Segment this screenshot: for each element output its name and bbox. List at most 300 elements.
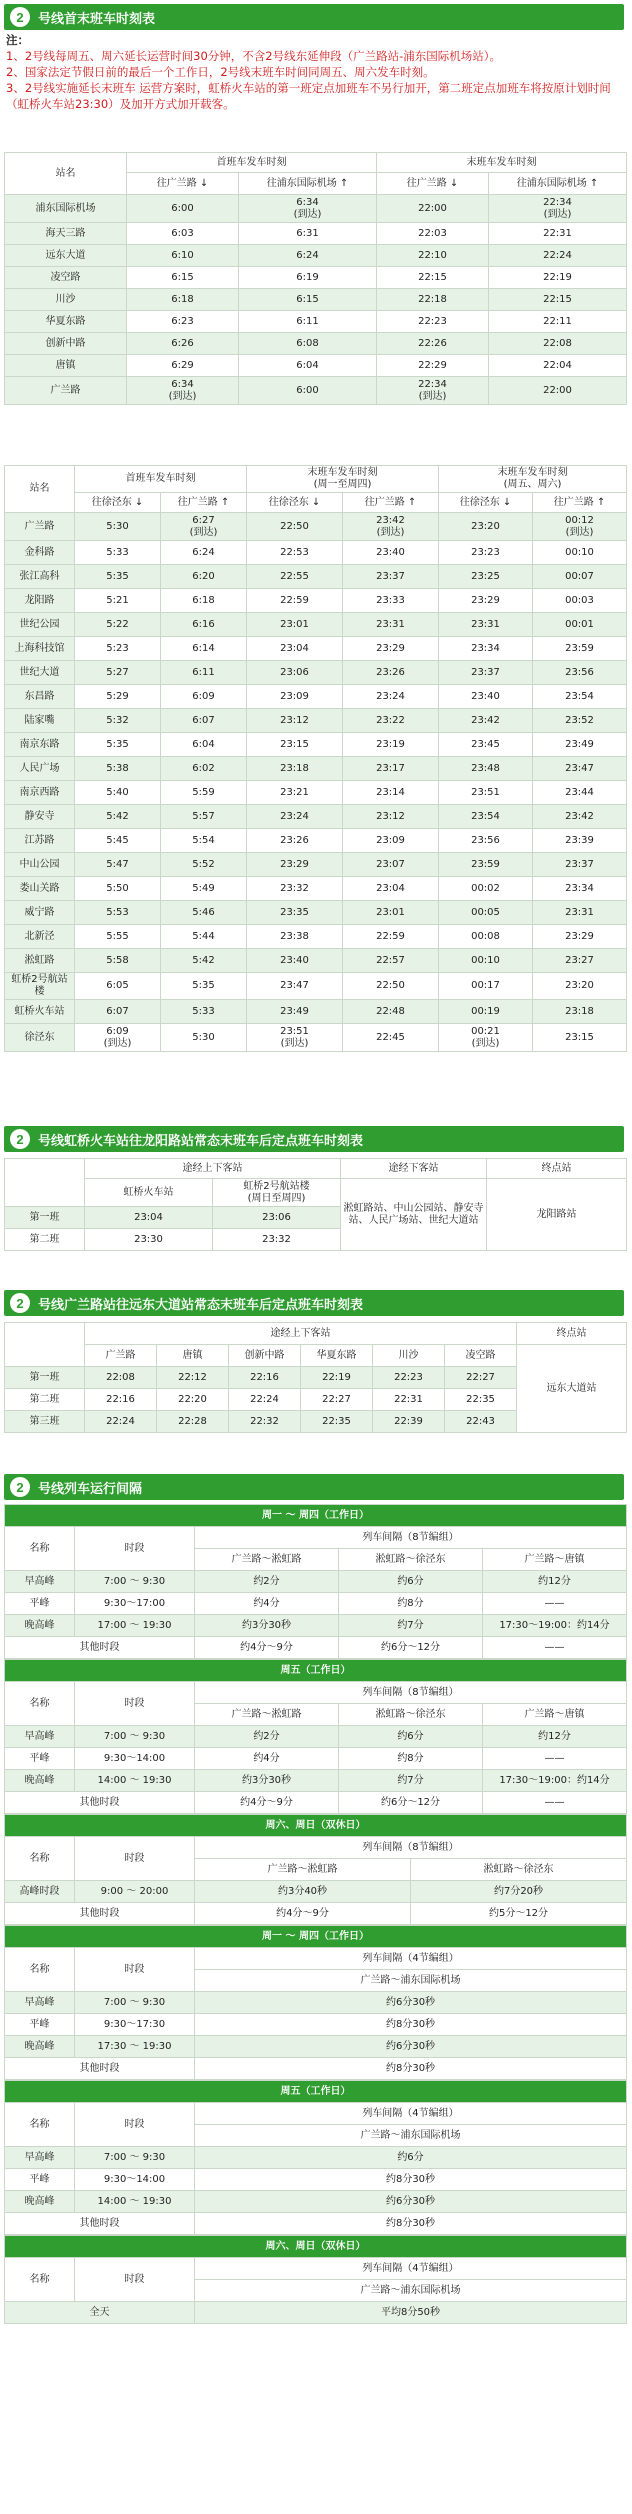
station-chuansha: 川沙 xyxy=(373,1345,445,1367)
time-cell: 23:04 xyxy=(343,877,439,901)
terminal-header: 终点站 xyxy=(487,1159,627,1179)
first-train-header: 首班车发车时刻 xyxy=(127,153,377,173)
time-cell: 6:04 xyxy=(239,355,377,377)
direction-guanglan-road: 往广兰路 ↑ xyxy=(343,493,439,513)
period-name: 晚高峰 xyxy=(5,1615,75,1637)
time-cell: 22:19 xyxy=(301,1367,373,1389)
segment-header: 广兰路～淞虹路 xyxy=(195,1549,339,1571)
station-name: 凌空路 xyxy=(5,267,127,289)
time-cell: 23:09 xyxy=(343,829,439,853)
table-row xyxy=(5,2036,627,2058)
time-cell: 23:12 xyxy=(343,805,439,829)
time-cell: 22:11 xyxy=(489,311,627,333)
table-row xyxy=(5,289,627,311)
time-cell: 6:04 xyxy=(161,733,247,757)
period-name: 其他时段 xyxy=(5,1637,195,1659)
last-train-header-mon-thu: 末班车发车时刻 (周一至周四) xyxy=(247,466,439,493)
time-cell: 5:47 xyxy=(75,853,161,877)
interval-cell: 约6分 xyxy=(339,1726,483,1748)
time-cell: 5:29 xyxy=(75,685,161,709)
time-cell: 5:50 xyxy=(75,877,161,901)
time-cell: 6:08 xyxy=(239,333,377,355)
time-cell: 5:53 xyxy=(75,901,161,925)
direction-guanglan-road: 往广兰路 ↑ xyxy=(533,493,627,513)
time-header: 时段 xyxy=(75,2103,195,2147)
time-cell: 22:32 xyxy=(229,1411,301,1433)
interval-cell: —— xyxy=(483,1792,627,1814)
interval-cell: 平均8分50秒 xyxy=(195,2302,627,2324)
table-row xyxy=(5,1637,627,1659)
time-cell: 23:42 (到达) xyxy=(343,513,439,541)
time-cell: 22:15 xyxy=(377,267,489,289)
station-name: 浦东国际机场 xyxy=(5,195,127,223)
station-hongqiao-t2: 虹桥2号航站楼 (周日至周四) xyxy=(213,1179,341,1207)
headway-table-b4 xyxy=(4,1925,627,2080)
time-cell: 6:18 xyxy=(161,589,247,613)
segment-header: 广兰路～淞虹路 xyxy=(195,1859,411,1881)
table-row xyxy=(5,1748,627,1770)
table-row xyxy=(5,377,627,405)
time-cell: 6:24 xyxy=(239,245,377,267)
group-header-row xyxy=(5,2103,627,2125)
time-cell: 23:54 xyxy=(533,685,627,709)
table-row xyxy=(5,513,627,541)
time-header: 时段 xyxy=(75,2258,195,2302)
table-row xyxy=(5,2302,627,2324)
table-row xyxy=(5,1571,627,1593)
time-cell: 5:33 xyxy=(75,541,161,565)
time-cell: 23:18 xyxy=(533,1000,627,1024)
pass-station-header: 途经上下客站 xyxy=(85,1323,517,1345)
time-cell: 5:55 xyxy=(75,925,161,949)
period-name: 晚高峰 xyxy=(5,2191,75,2213)
time-cell: 5:52 xyxy=(161,853,247,877)
time-cell: 6:27 (到达) xyxy=(161,513,247,541)
time-header: 时段 xyxy=(75,1837,195,1881)
time-cell: 23:24 xyxy=(247,805,343,829)
period-name: 平峰 xyxy=(5,1748,75,1770)
name-header: 名称 xyxy=(5,1682,75,1726)
time-cell: 22:26 xyxy=(377,333,489,355)
interval-cell: —— xyxy=(483,1593,627,1615)
time-cell: 23:38 xyxy=(247,925,343,949)
table-row xyxy=(5,245,627,267)
table-row xyxy=(5,195,627,223)
interval-cell: —— xyxy=(483,1637,627,1659)
section-header-hongqiao-shuttle xyxy=(4,1126,624,1152)
station-name: 世纪公园 xyxy=(5,613,75,637)
period-name: 早高峰 xyxy=(5,1992,75,2014)
time-cell: 22:45 xyxy=(343,1024,439,1052)
time-cell: 6:34 (到达) xyxy=(239,195,377,223)
time-cell: 23:32 xyxy=(247,877,343,901)
time-cell: 22:16 xyxy=(229,1367,301,1389)
time-cell: 23:06 xyxy=(247,661,343,685)
section-title: 号线广兰路站往远东大道站常态末班车后定点班车时刻表 xyxy=(38,1297,364,1313)
time-cell: 6:31 xyxy=(239,223,377,245)
time-cell: 23:48 xyxy=(439,757,533,781)
station-name: 淞虹路 xyxy=(5,949,75,973)
note-2: 2、国家法定节假日前的最后一个工作日，2号线末班车时间同周五、周六发车时刻。 xyxy=(6,65,435,79)
terminal-station: 远东大道站 xyxy=(517,1345,627,1433)
table-row xyxy=(5,355,627,377)
station-guanglan: 广兰路 xyxy=(85,1345,157,1367)
station-chuangxin-middle: 创新中路 xyxy=(229,1345,301,1367)
table-row xyxy=(5,901,627,925)
time-header: 时段 xyxy=(75,1948,195,1992)
period-header-row xyxy=(5,2081,627,2103)
time-cell: 6:19 xyxy=(239,267,377,289)
time-header: 时段 xyxy=(75,1527,195,1571)
time-cell: 22:27 xyxy=(301,1389,373,1411)
time-cell: 23:56 xyxy=(439,829,533,853)
period-header-row xyxy=(5,1926,627,1948)
table-row xyxy=(5,1770,627,1792)
time-cell: 5:35 xyxy=(75,733,161,757)
time-cell: 22:18 xyxy=(377,289,489,311)
table-row xyxy=(5,829,627,853)
segment-header: 广兰路～浦东国际机场 xyxy=(195,2280,627,2302)
time-cell: 6:07 xyxy=(75,1000,161,1024)
interval-cell: 约6分30秒 xyxy=(195,2036,627,2058)
table-airport-branch xyxy=(4,152,627,405)
time-cell: 5:49 xyxy=(161,877,247,901)
time-cell: 00:05 xyxy=(439,901,533,925)
time-cell: 22:08 xyxy=(489,333,627,355)
time-range: 9:30～17:00 xyxy=(75,1593,195,1615)
trip-label: 第二班 xyxy=(5,1389,85,1411)
name-header: 名称 xyxy=(5,2258,75,2302)
period-name: 其他时段 xyxy=(5,2213,195,2235)
time-cell: 22:20 xyxy=(157,1389,229,1411)
station-name: 世纪大道 xyxy=(5,661,75,685)
time-range: 9:30～14:00 xyxy=(75,1748,195,1770)
time-cell: 23:37 xyxy=(343,565,439,589)
time-cell: 22:35 xyxy=(301,1411,373,1433)
time-cell: 6:10 xyxy=(127,245,239,267)
period-name: 其他时段 xyxy=(5,1903,195,1925)
station-name: 广兰路 xyxy=(5,377,127,405)
time-cell: 22:55 xyxy=(247,565,343,589)
table-row xyxy=(5,1903,627,1925)
station-name: 北新泾 xyxy=(5,925,75,949)
period-header-row xyxy=(5,2236,627,2258)
station-name: 虹桥火车站 xyxy=(5,1000,75,1024)
time-cell: 6:14 xyxy=(161,637,247,661)
station-name: 张江高科 xyxy=(5,565,75,589)
station-name: 江苏路 xyxy=(5,829,75,853)
time-cell: 23:34 xyxy=(439,637,533,661)
time-cell: 22:35 xyxy=(445,1389,517,1411)
table-row xyxy=(5,925,627,949)
time-range: 9:30～17:30 xyxy=(75,2014,195,2036)
time-cell: 23:15 xyxy=(533,1024,627,1052)
interval-group-header: 列车间隔（4节编组） xyxy=(195,2258,627,2280)
time-cell: 22:53 xyxy=(247,541,343,565)
interval-cell: —— xyxy=(483,1748,627,1770)
table-row xyxy=(5,1615,627,1637)
station-name: 海天三路 xyxy=(5,223,127,245)
time-cell: 5:23 xyxy=(75,637,161,661)
time-cell: 23:04 xyxy=(85,1207,213,1229)
time-cell: 23:56 xyxy=(533,661,627,685)
table-row xyxy=(5,565,627,589)
interval-cell: 约5分～12分 xyxy=(411,1903,627,1925)
interval-cell: 约3分30秒 xyxy=(195,1770,339,1792)
direction-guanglan-road: 往广兰路 ↓ xyxy=(127,173,239,195)
station-name: 东昌路 xyxy=(5,685,75,709)
time-cell: 22:04 xyxy=(489,355,627,377)
section-header-guanglan-shuttle xyxy=(4,1290,624,1316)
group-header-row xyxy=(5,1682,627,1704)
time-cell: 00:08 xyxy=(439,925,533,949)
time-cell: 23:49 xyxy=(533,733,627,757)
time-range: 7:00 ～ 9:30 xyxy=(75,1571,195,1593)
group-header-row xyxy=(5,1527,627,1549)
time-cell: 5:33 xyxy=(161,1000,247,1024)
time-cell: 00:21 (到达) xyxy=(439,1024,533,1052)
group-header-row xyxy=(5,2258,627,2280)
time-cell: 6:15 xyxy=(127,267,239,289)
time-cell: 22:50 xyxy=(343,973,439,1000)
period-name: 平峰 xyxy=(5,2014,75,2036)
corner-cell xyxy=(5,1159,85,1207)
time-cell: 22:43 xyxy=(445,1411,517,1433)
period-title: 周一 ～ 周四（工作日） xyxy=(5,1926,627,1948)
period-name: 早高峰 xyxy=(5,1726,75,1748)
time-cell: 5:35 xyxy=(75,565,161,589)
last-train-header-fri-sat: 末班车发车时刻 (周五、周六) xyxy=(439,466,627,493)
section-title: 号线列车运行间隔 xyxy=(38,1481,143,1497)
time-cell: 5:45 xyxy=(75,829,161,853)
table-row xyxy=(5,1992,627,2014)
pass-station-header: 途经上下客站 xyxy=(85,1159,341,1179)
time-cell: 23:18 xyxy=(247,757,343,781)
section-title: 号线首末班车时刻表 xyxy=(38,11,156,27)
time-cell: 23:42 xyxy=(533,805,627,829)
interval-cell: 约8分 xyxy=(339,1593,483,1615)
interval-cell: 约2分 xyxy=(195,1571,339,1593)
interval-cell: 17:30～19:00：约14分 xyxy=(483,1615,627,1637)
time-cell: 5:40 xyxy=(75,781,161,805)
line-number-badge: 2 xyxy=(10,1477,30,1497)
period-name: 高峰时段 xyxy=(5,1881,75,1903)
time-cell: 23:30 xyxy=(85,1229,213,1251)
interval-cell: 约7分 xyxy=(339,1770,483,1792)
station-name: 虹桥2号航站楼 xyxy=(5,973,75,1000)
segment-header: 广兰路～浦东国际机场 xyxy=(195,1970,627,1992)
table-row xyxy=(5,949,627,973)
period-name: 全天 xyxy=(5,2302,195,2324)
table-main-line xyxy=(4,465,627,1052)
time-cell: 23:44 xyxy=(533,781,627,805)
time-cell: 6:18 xyxy=(127,289,239,311)
time-cell: 22:59 xyxy=(247,589,343,613)
time-cell: 23:15 xyxy=(247,733,343,757)
period-name: 其他时段 xyxy=(5,2058,195,2080)
time-cell: 23:29 xyxy=(533,925,627,949)
time-cell: 6:20 xyxy=(161,565,247,589)
time-cell: 23:21 xyxy=(247,781,343,805)
notes-block xyxy=(6,32,626,112)
station-name: 广兰路 xyxy=(5,513,75,541)
time-cell: 23:32 xyxy=(213,1229,341,1251)
time-cell: 23:40 xyxy=(247,949,343,973)
station-name: 远东大道 xyxy=(5,245,127,267)
time-cell: 22:59 xyxy=(343,925,439,949)
table-row xyxy=(5,1000,627,1024)
station-name: 金科路 xyxy=(5,541,75,565)
time-cell: 23:29 xyxy=(439,589,533,613)
table-row xyxy=(5,2058,627,2080)
time-cell: 5:21 xyxy=(75,589,161,613)
table-row xyxy=(5,333,627,355)
terminal-station: 龙阳路站 xyxy=(487,1179,627,1251)
time-cell: 23:31 xyxy=(533,901,627,925)
direction-xujing-east: 往徐泾东 ↓ xyxy=(439,493,533,513)
time-cell: 22:39 xyxy=(373,1411,445,1433)
time-cell: 6:05 xyxy=(75,973,161,1000)
time-cell: 23:59 xyxy=(439,853,533,877)
time-cell: 5:59 xyxy=(161,781,247,805)
time-cell: 22:23 xyxy=(373,1367,445,1389)
table-row xyxy=(5,973,627,1000)
period-name: 早高峰 xyxy=(5,2147,75,2169)
table-row xyxy=(5,709,627,733)
time-cell: 5:27 xyxy=(75,661,161,685)
time-cell: 23:39 xyxy=(533,829,627,853)
interval-cell: 约6分 xyxy=(339,1571,483,1593)
table-guanglan-shuttle xyxy=(4,1322,627,1433)
table-row xyxy=(5,2191,627,2213)
time-cell: 6:34 (到达) xyxy=(127,377,239,405)
time-cell: 00:17 xyxy=(439,973,533,1000)
table-row xyxy=(5,733,627,757)
time-cell: 23:29 xyxy=(247,853,343,877)
interval-cell: 约4分 xyxy=(195,1748,339,1770)
time-cell: 6:02 xyxy=(161,757,247,781)
time-cell: 6:23 xyxy=(127,311,239,333)
station-name: 娄山关路 xyxy=(5,877,75,901)
time-cell: 23:20 xyxy=(533,973,627,1000)
station-name: 南京西路 xyxy=(5,781,75,805)
time-cell: 23:14 xyxy=(343,781,439,805)
time-cell: 22:23 xyxy=(377,311,489,333)
note-3: 3、2号线实施延长末班车 运营方案时，虹桥火车站的第一班定点加班车不另行加开，第二班定点加班车将按原计划时间（虹桥火车站23:30）及加开方式加开载客。 xyxy=(6,81,611,111)
time-cell: 23:52 xyxy=(533,709,627,733)
time-cell: 5:30 xyxy=(75,513,161,541)
first-train-header: 首班车发车时刻 xyxy=(75,466,247,493)
time-cell: 22:03 xyxy=(377,223,489,245)
table-row xyxy=(5,311,627,333)
station-name: 华夏东路 xyxy=(5,311,127,333)
station-name: 陆家嘴 xyxy=(5,709,75,733)
trip-label: 第三班 xyxy=(5,1411,85,1433)
time-cell: 22:19 xyxy=(489,267,627,289)
time-cell: 23:06 xyxy=(213,1207,341,1229)
direction-guanglan-road: 往广兰路 ↑ xyxy=(161,493,247,513)
time-range: 7:00 ～ 9:30 xyxy=(75,1992,195,2014)
time-cell: 6:09 (到达) xyxy=(75,1024,161,1052)
time-cell: 23:27 xyxy=(533,949,627,973)
table-row xyxy=(5,2014,627,2036)
headway-table-b5 xyxy=(4,2080,627,2235)
interval-group-header: 列车间隔（8节编组） xyxy=(195,1527,627,1549)
table-row xyxy=(5,637,627,661)
time-cell: 23:31 xyxy=(439,613,533,637)
time-range: 17:30 ～ 19:30 xyxy=(75,2036,195,2058)
period-title: 周一 ～ 周四（工作日） xyxy=(5,1505,627,1527)
time-cell: 23:04 xyxy=(247,637,343,661)
section-header-first-last-train xyxy=(4,4,624,30)
time-cell: 23:26 xyxy=(247,829,343,853)
time-cell: 22:34 (到达) xyxy=(489,195,627,223)
table-row xyxy=(5,2213,627,2235)
time-cell: 23:47 xyxy=(247,973,343,1000)
interval-group-header: 列车间隔（4节编组） xyxy=(195,1948,627,1970)
time-cell: 23:24 xyxy=(343,685,439,709)
time-cell: 23:59 xyxy=(533,637,627,661)
time-cell: 22:28 xyxy=(157,1411,229,1433)
table-row xyxy=(5,877,627,901)
time-cell: 00:19 xyxy=(439,1000,533,1024)
time-range: 14:00 ～ 19:30 xyxy=(75,2191,195,2213)
time-cell: 23:12 xyxy=(247,709,343,733)
time-cell: 23:09 xyxy=(247,685,343,709)
interval-cell: 约12分 xyxy=(483,1571,627,1593)
time-range: 9:00 ～ 20:00 xyxy=(75,1881,195,1903)
time-cell: 6:00 xyxy=(127,195,239,223)
table-row xyxy=(5,1593,627,1615)
time-cell: 23:35 xyxy=(247,901,343,925)
time-cell: 5:38 xyxy=(75,757,161,781)
period-header-row xyxy=(5,1815,627,1837)
period-name: 早高峰 xyxy=(5,1571,75,1593)
time-range: 7:00 ～ 9:30 xyxy=(75,1726,195,1748)
table-row xyxy=(5,2147,627,2169)
time-cell: 5:54 xyxy=(161,829,247,853)
interval-cell: 约6分～12分 xyxy=(339,1792,483,1814)
headway-table-b6 xyxy=(4,2235,627,2324)
station-header: 站名 xyxy=(5,153,127,195)
station-name: 创新中路 xyxy=(5,333,127,355)
interval-cell: 约6分～12分 xyxy=(339,1637,483,1659)
station-hongqiao-railway: 虹桥火车站 xyxy=(85,1179,213,1207)
interval-cell: 约4分～9分 xyxy=(195,1903,411,1925)
interval-cell: 约6分 xyxy=(195,2147,627,2169)
table-row xyxy=(5,1024,627,1052)
time-cell: 23:47 xyxy=(533,757,627,781)
group-header-row xyxy=(5,1837,627,1859)
table-row xyxy=(5,1792,627,1814)
corner-cell xyxy=(5,1323,85,1367)
table-hongqiao-shuttle xyxy=(4,1158,627,1251)
time-cell: 22:10 xyxy=(377,245,489,267)
time-cell: 5:57 xyxy=(161,805,247,829)
headway-table-b2 xyxy=(4,1659,627,1814)
time-header: 时段 xyxy=(75,1682,195,1726)
time-cell: 23:23 xyxy=(439,541,533,565)
section-header-headway xyxy=(4,1474,624,1500)
time-cell: 6:00 xyxy=(239,377,377,405)
line-number-badge: 2 xyxy=(10,1129,30,1149)
interval-cell: 约6分30秒 xyxy=(195,1992,627,2014)
time-cell: 5:42 xyxy=(161,949,247,973)
time-cell: 00:12 (到达) xyxy=(533,513,627,541)
time-cell: 22:48 xyxy=(343,1000,439,1024)
table-row xyxy=(5,589,627,613)
table-row xyxy=(5,781,627,805)
